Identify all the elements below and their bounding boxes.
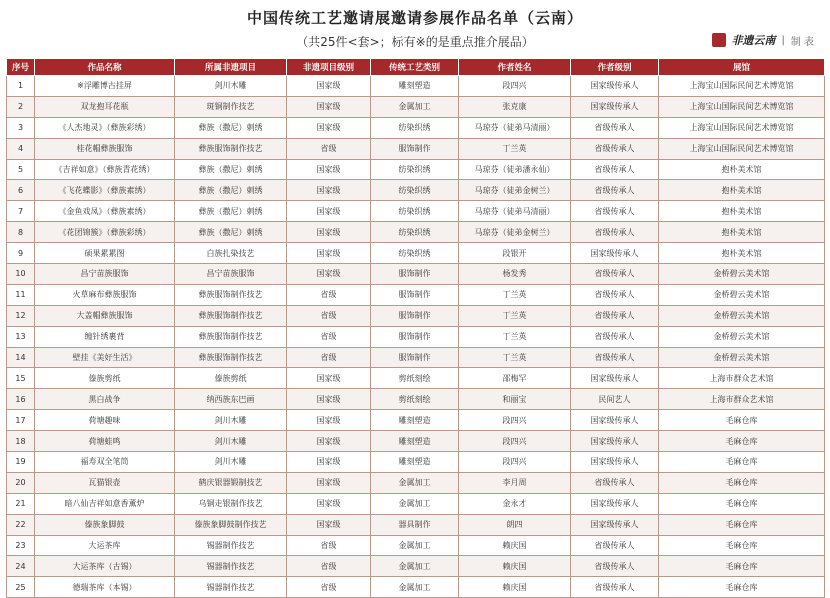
cell-author-level: 国家级传承人	[571, 431, 659, 452]
cell-craft-category: 雕刻塑造	[371, 76, 459, 97]
cell-venue: 毛麻仓库	[659, 556, 825, 577]
table-row	[7, 431, 825, 452]
cell-craft-category: 雕刻塑造	[371, 452, 459, 473]
table-row	[7, 514, 825, 535]
cell-heritage-project: 彝族服饰制作技艺	[175, 284, 287, 305]
cell-venue: 上海市群众艺术馆	[659, 368, 825, 389]
cell-author-level: 国家级传承人	[571, 452, 659, 473]
table-row	[7, 452, 825, 473]
cell-venue: 毛麻仓库	[659, 452, 825, 473]
cell-project-level: 国家级	[287, 410, 371, 431]
cell-venue: 上海宝山国际民间艺术博览馆	[659, 138, 825, 159]
cell-heritage-project: 傣族剪纸	[175, 368, 287, 389]
brand-name: 非遗云南	[731, 34, 776, 47]
cell-work-name: 《吉祥如意》（彝族青花绣）	[35, 159, 175, 180]
cell-heritage-project: 剑川木雕	[175, 410, 287, 431]
cell-project-level: 国家级	[287, 96, 371, 117]
cell-index: 11	[7, 284, 35, 305]
table-row	[7, 117, 825, 138]
cell-index: 20	[7, 472, 35, 493]
cell-author-name: 李月周	[459, 472, 571, 493]
cell-work-name: 福寿双全笔筒	[35, 452, 175, 473]
cell-venue: 金桥碧云美术馆	[659, 284, 825, 305]
cell-work-name: 《飞花蝶影》（彝族素绣）	[35, 180, 175, 201]
brand-maker: 制 表	[790, 36, 814, 48]
cell-author-name: 张克康	[459, 96, 571, 117]
cell-work-name: 荷塘蛙鸣	[35, 431, 175, 452]
cell-heritage-project: 锡器制作技艺	[175, 535, 287, 556]
cell-venue: 抱朴美术馆	[659, 180, 825, 201]
cell-author-name: 丁兰英	[459, 326, 571, 347]
cell-author-name: 丁兰英	[459, 347, 571, 368]
cell-author-level: 国家级传承人	[571, 96, 659, 117]
cell-author-level: 省级传承人	[571, 284, 659, 305]
cell-craft-category: 服饰制作	[371, 138, 459, 159]
cell-work-name: 大运茶库	[35, 535, 175, 556]
cell-work-name: 缠针绣裹背	[35, 326, 175, 347]
cell-index: 24	[7, 556, 35, 577]
cell-author-name: 赖庆国	[459, 535, 571, 556]
cell-author-name: 段四兴	[459, 431, 571, 452]
cell-craft-category: 纺染织绣	[371, 222, 459, 243]
cell-author-level: 省级传承人	[571, 180, 659, 201]
cell-index: 7	[7, 201, 35, 222]
cell-project-level: 省级	[287, 577, 371, 598]
cell-index: 22	[7, 514, 35, 535]
cell-author-level: 省级传承人	[571, 159, 659, 180]
header-index: 序号	[7, 59, 35, 76]
cell-craft-category: 服饰制作	[371, 326, 459, 347]
cell-index: 18	[7, 431, 35, 452]
cell-craft-category: 剪纸刻绘	[371, 389, 459, 410]
cell-author-level: 省级传承人	[571, 138, 659, 159]
cell-venue: 金桥碧云美术馆	[659, 305, 825, 326]
table-row	[7, 284, 825, 305]
cell-venue: 上海宝山国际民间艺术博览馆	[659, 76, 825, 97]
cell-project-level: 国家级	[287, 180, 371, 201]
table-row	[7, 243, 825, 264]
brand-logo	[712, 32, 814, 48]
cell-work-name: 壁挂《美好生活》	[35, 347, 175, 368]
cell-author-name: 马琼芬（徒弟金树兰）	[459, 180, 571, 201]
cell-project-level: 国家级	[287, 243, 371, 264]
cell-author-name: 杨发秀	[459, 264, 571, 285]
cell-author-name: 马琼芬（徒弟马清丽）	[459, 117, 571, 138]
cell-index: 23	[7, 535, 35, 556]
cell-heritage-project: 昌宁苗族服饰	[175, 264, 287, 285]
table-row	[7, 410, 825, 431]
cell-project-level: 省级	[287, 556, 371, 577]
cell-index: 6	[7, 180, 35, 201]
header-work-name: 作品名称	[35, 59, 175, 76]
table-body	[7, 76, 825, 598]
cell-author-level: 省级传承人	[571, 264, 659, 285]
cell-author-name: 段四兴	[459, 452, 571, 473]
cell-venue: 毛麻仓库	[659, 410, 825, 431]
table-row	[7, 389, 825, 410]
cell-project-level: 国家级	[287, 264, 371, 285]
header-venue: 展馆	[659, 59, 825, 76]
cell-heritage-project: 彝族（撒尼）刺绣	[175, 201, 287, 222]
brand-separator: |	[781, 34, 785, 46]
cell-work-name: 瓦猫银壶	[35, 472, 175, 493]
cell-index: 1	[7, 76, 35, 97]
cell-project-level: 国家级	[287, 493, 371, 514]
header-author-level: 作者级别	[571, 59, 659, 76]
cell-project-level: 国家级	[287, 117, 371, 138]
cell-index: 10	[7, 264, 35, 285]
cell-work-name: 傣族剪纸	[35, 368, 175, 389]
cell-heritage-project: 剑川木雕	[175, 452, 287, 473]
cell-venue: 抱朴美术馆	[659, 243, 825, 264]
cell-venue: 毛麻仓库	[659, 535, 825, 556]
cell-work-name: 昌宁苗族服饰	[35, 264, 175, 285]
cell-venue: 毛麻仓库	[659, 472, 825, 493]
cell-venue: 抱朴美术馆	[659, 201, 825, 222]
cell-heritage-project: 彝族（撒尼）刺绣	[175, 222, 287, 243]
cell-index: 17	[7, 410, 35, 431]
cell-craft-category: 金属加工	[371, 535, 459, 556]
cell-author-level: 省级传承人	[571, 535, 659, 556]
cell-venue: 上海宝山国际民间艺术博览馆	[659, 96, 825, 117]
cell-project-level: 省级	[287, 305, 371, 326]
cell-craft-category: 服饰制作	[371, 264, 459, 285]
cell-author-level: 省级传承人	[571, 577, 659, 598]
cell-project-level: 省级	[287, 284, 371, 305]
table-row	[7, 222, 825, 243]
cell-work-name: 双龙抱耳花瓶	[35, 96, 175, 117]
cell-venue: 上海市群众艺术馆	[659, 389, 825, 410]
cell-heritage-project: 彝族（撒尼）刺绣	[175, 159, 287, 180]
cell-index: 14	[7, 347, 35, 368]
cell-author-level: 省级传承人	[571, 472, 659, 493]
cell-venue: 金桥碧云美术馆	[659, 264, 825, 285]
cell-craft-category: 金属加工	[371, 96, 459, 117]
table-row	[7, 76, 825, 97]
cell-heritage-project: 剑川木雕	[175, 76, 287, 97]
cell-venue: 抱朴美术馆	[659, 159, 825, 180]
page-subtitle: （共25件<套>；标有※的是重点推介展品）	[296, 35, 534, 49]
cell-author-level: 国家级传承人	[571, 493, 659, 514]
cell-author-name: 段银开	[459, 243, 571, 264]
cell-index: 25	[7, 577, 35, 598]
cell-index: 16	[7, 389, 35, 410]
cell-author-level: 民间艺人	[571, 389, 659, 410]
cell-author-level: 省级传承人	[571, 222, 659, 243]
cell-project-level: 国家级	[287, 201, 371, 222]
cell-heritage-project: 斑铜制作技艺	[175, 96, 287, 117]
seal-icon	[712, 33, 726, 47]
cell-index: 15	[7, 368, 35, 389]
cell-work-name: 《金鱼戏凤》（彝族素绣）	[35, 201, 175, 222]
cell-craft-category: 纺染织绣	[371, 201, 459, 222]
cell-index: 5	[7, 159, 35, 180]
cell-craft-category: 服饰制作	[371, 305, 459, 326]
cell-venue: 毛麻仓库	[659, 431, 825, 452]
cell-project-level: 国家级	[287, 368, 371, 389]
table-row	[7, 264, 825, 285]
cell-heritage-project: 彝族服饰制作技艺	[175, 347, 287, 368]
cell-work-name: 德瑞茶库（本锡）	[35, 577, 175, 598]
cell-heritage-project: 彝族（撒尼）刺绣	[175, 117, 287, 138]
cell-project-level: 国家级	[287, 514, 371, 535]
header-project-level: 非遗项目级别	[287, 59, 371, 76]
cell-craft-category: 金属加工	[371, 577, 459, 598]
cell-project-level: 国家级	[287, 389, 371, 410]
cell-work-name: 桂花帽彝族服饰	[35, 138, 175, 159]
cell-author-level: 省级传承人	[571, 326, 659, 347]
cell-author-name: 丁兰英	[459, 138, 571, 159]
table-row	[7, 138, 825, 159]
cell-index: 3	[7, 117, 35, 138]
cell-author-name: 金永才	[459, 493, 571, 514]
table-row	[7, 180, 825, 201]
cell-venue: 毛麻仓库	[659, 493, 825, 514]
cell-venue: 毛麻仓库	[659, 577, 825, 598]
cell-project-level: 国家级	[287, 452, 371, 473]
table-row	[7, 493, 825, 514]
table-row	[7, 577, 825, 598]
cell-author-name: 段四兴	[459, 410, 571, 431]
cell-index: 2	[7, 96, 35, 117]
cell-author-name: 马琼芬（徒弟潘永仙）	[459, 159, 571, 180]
cell-project-level: 国家级	[287, 76, 371, 97]
cell-author-level: 省级传承人	[571, 556, 659, 577]
cell-heritage-project: 剑川木雕	[175, 431, 287, 452]
cell-work-name: 荷塘趣味	[35, 410, 175, 431]
table-row	[7, 347, 825, 368]
cell-heritage-project: 锡器制作技艺	[175, 556, 287, 577]
cell-project-level: 国家级	[287, 222, 371, 243]
cell-heritage-project: 彝族服饰制作技艺	[175, 138, 287, 159]
table-row	[7, 472, 825, 493]
cell-heritage-project: 傣族象脚鼓制作技艺	[175, 514, 287, 535]
cell-author-level: 国家级传承人	[571, 243, 659, 264]
cell-project-level: 省级	[287, 347, 371, 368]
cell-heritage-project: 鹤庆银器锻制技艺	[175, 472, 287, 493]
cell-craft-category: 纺染织绣	[371, 243, 459, 264]
table-header-row	[7, 59, 825, 76]
exhibits-table	[6, 58, 825, 598]
cell-project-level: 省级	[287, 326, 371, 347]
cell-work-name: 暗八仙吉祥如意香薰炉	[35, 493, 175, 514]
header-craft-category: 传统工艺类别	[371, 59, 459, 76]
cell-venue: 金桥碧云美术馆	[659, 347, 825, 368]
cell-project-level: 省级	[287, 535, 371, 556]
cell-heritage-project: 白族扎染技艺	[175, 243, 287, 264]
cell-index: 13	[7, 326, 35, 347]
cell-author-name: 丁兰英	[459, 305, 571, 326]
cell-heritage-project: 彝族服饰制作技艺	[175, 305, 287, 326]
cell-work-name: 《花团锦簇》（彝族彩绣）	[35, 222, 175, 243]
cell-author-level: 省级传承人	[571, 201, 659, 222]
cell-index: 19	[7, 452, 35, 473]
cell-project-level: 国家级	[287, 472, 371, 493]
cell-heritage-project: 彝族（撒尼）刺绣	[175, 180, 287, 201]
cell-work-name: 黑白战争	[35, 389, 175, 410]
cell-craft-category: 纺染织绣	[371, 117, 459, 138]
cell-craft-category: 雕刻塑造	[371, 431, 459, 452]
cell-author-level: 国家级传承人	[571, 514, 659, 535]
cell-project-level: 国家级	[287, 159, 371, 180]
cell-author-name: 马琼芬（徒弟金树兰）	[459, 222, 571, 243]
cell-index: 4	[7, 138, 35, 159]
table-row	[7, 535, 825, 556]
table-row	[7, 368, 825, 389]
cell-work-name: 《人杰地灵》（彝族彩绣）	[35, 117, 175, 138]
cell-work-name: 硕果累累图	[35, 243, 175, 264]
cell-craft-category: 器具制作	[371, 514, 459, 535]
table-row	[7, 159, 825, 180]
cell-author-name: 丁兰英	[459, 284, 571, 305]
cell-craft-category: 纺染织绣	[371, 180, 459, 201]
cell-index: 8	[7, 222, 35, 243]
cell-venue: 金桥碧云美术馆	[659, 326, 825, 347]
cell-author-name: 赖庆国	[459, 556, 571, 577]
cell-author-name: 邵梅罕	[459, 368, 571, 389]
cell-author-name: 赖庆国	[459, 577, 571, 598]
table-row	[7, 326, 825, 347]
cell-project-level: 省级	[287, 138, 371, 159]
cell-work-name: 大盖帽彝族服饰	[35, 305, 175, 326]
cell-craft-category: 服饰制作	[371, 347, 459, 368]
cell-craft-category: 纺染织绣	[371, 159, 459, 180]
cell-index: 12	[7, 305, 35, 326]
cell-author-level: 国家级传承人	[571, 76, 659, 97]
cell-author-level: 省级传承人	[571, 117, 659, 138]
table-row	[7, 201, 825, 222]
header-heritage-project: 所属非遗项目	[175, 59, 287, 76]
table-row	[7, 305, 825, 326]
cell-index: 9	[7, 243, 35, 264]
cell-work-name: 火草麻布彝族服饰	[35, 284, 175, 305]
table-row	[7, 96, 825, 117]
cell-author-level: 省级传承人	[571, 347, 659, 368]
cell-work-name: 大运茶库（古锡）	[35, 556, 175, 577]
cell-heritage-project: 彝族服饰制作技艺	[175, 326, 287, 347]
cell-heritage-project: 纳西族东巴画	[175, 389, 287, 410]
cell-author-level: 省级传承人	[571, 305, 659, 326]
cell-craft-category: 金属加工	[371, 556, 459, 577]
cell-project-level: 国家级	[287, 431, 371, 452]
cell-author-name: 朗四	[459, 514, 571, 535]
cell-craft-category: 金属加工	[371, 472, 459, 493]
page-title: 中国传统工艺邀请展邀请参展作品名单（云南）	[246, 9, 583, 27]
cell-author-name: 和丽宝	[459, 389, 571, 410]
cell-author-name: 段四兴	[459, 76, 571, 97]
cell-venue: 毛麻仓库	[659, 514, 825, 535]
table-row	[7, 556, 825, 577]
cell-craft-category: 剪纸刻绘	[371, 368, 459, 389]
cell-author-name: 马琼芬（徒弟马清丽）	[459, 201, 571, 222]
cell-work-name: 傣族象脚鼓	[35, 514, 175, 535]
cell-index: 21	[7, 493, 35, 514]
cell-venue: 抱朴美术馆	[659, 222, 825, 243]
cell-craft-category: 雕刻塑造	[371, 410, 459, 431]
cell-heritage-project: 锡器制作技艺	[175, 577, 287, 598]
cell-author-level: 国家级传承人	[571, 410, 659, 431]
cell-heritage-project: 乌铜走银制作技艺	[175, 493, 287, 514]
cell-work-name: ※浮雕博古挂屏	[35, 76, 175, 97]
cell-craft-category: 金属加工	[371, 493, 459, 514]
header-author-name: 作者姓名	[459, 59, 571, 76]
cell-craft-category: 服饰制作	[371, 284, 459, 305]
cell-author-level: 国家级传承人	[571, 368, 659, 389]
cell-venue: 上海宝山国际民间艺术博览馆	[659, 117, 825, 138]
